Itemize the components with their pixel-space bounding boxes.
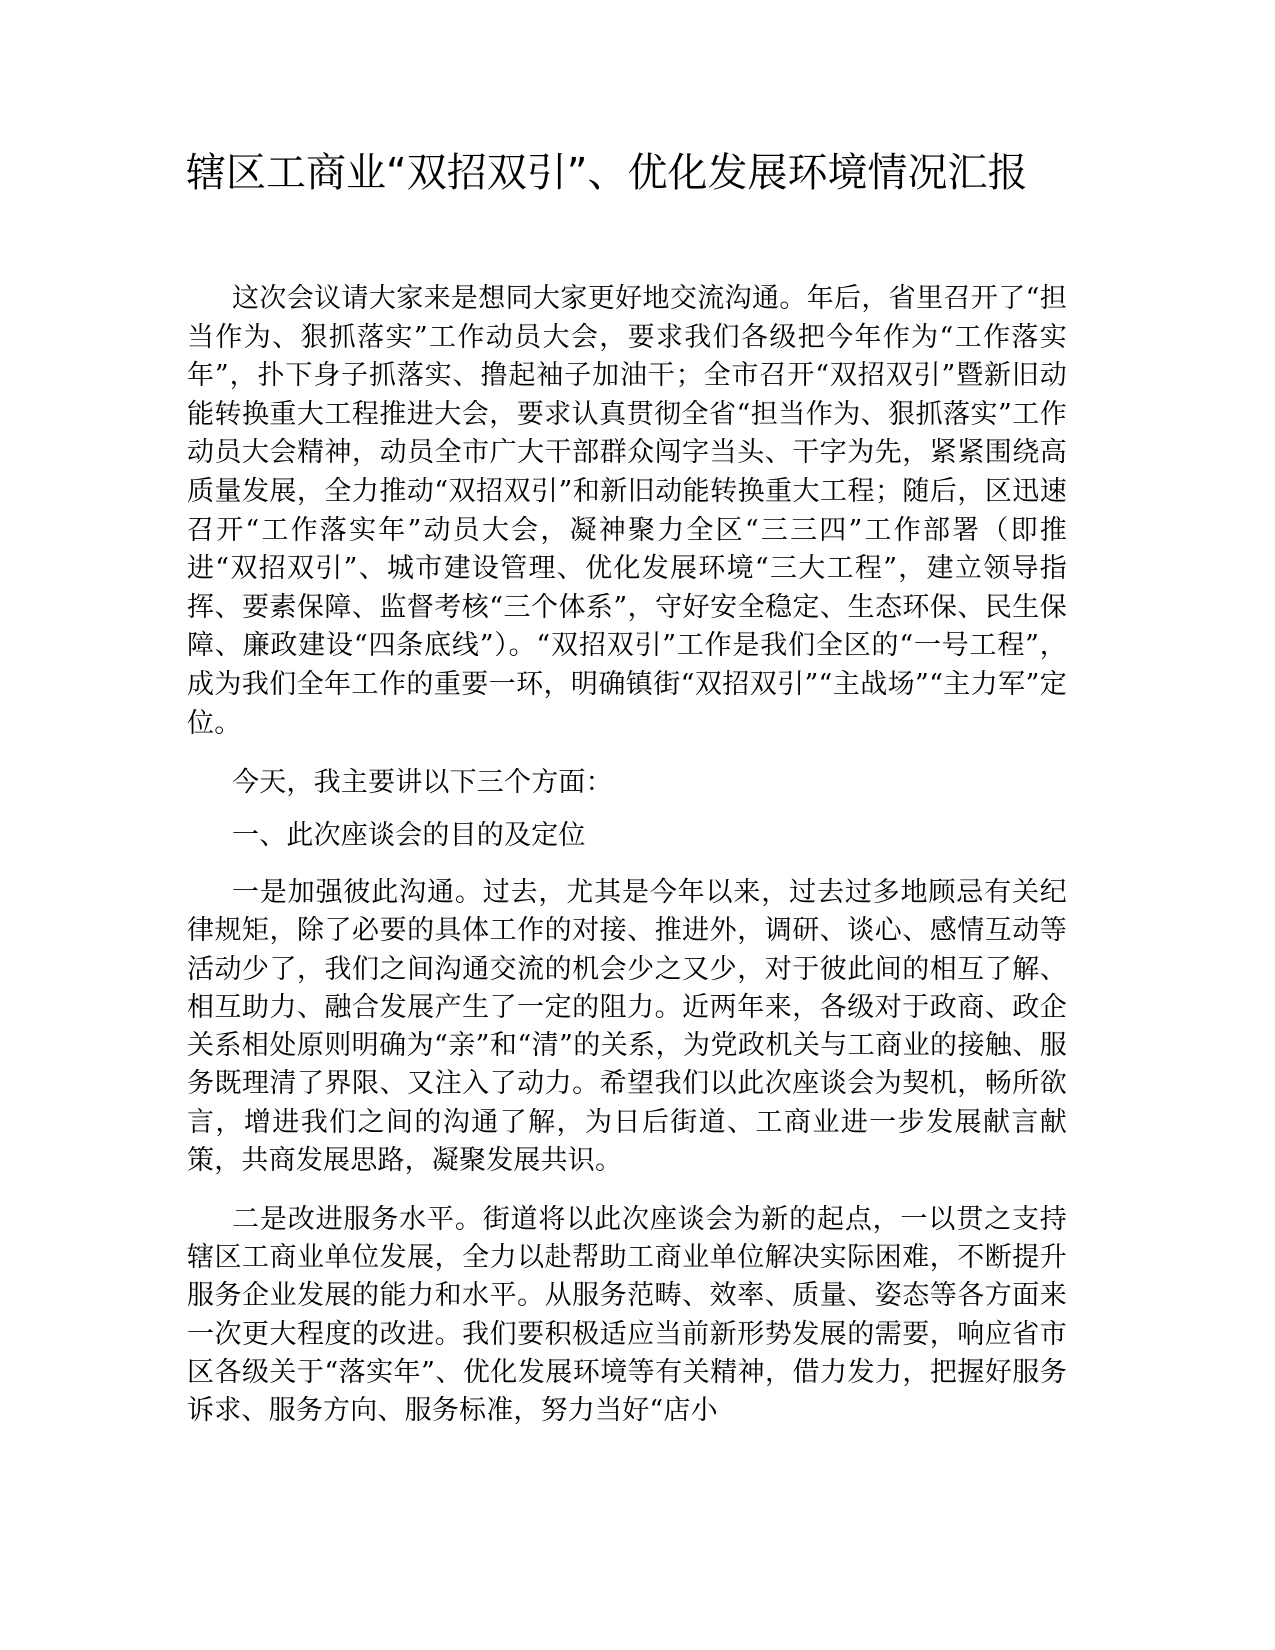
paragraph-intro: 这次会议请大家来是想同大家更好地交流沟通。年后，省里召开了“担当作为、狠抓落实”工作动员大会，要求我们各级把今年作为“工作落实年”，扑下身子抓落实、撸起袖子加油干；全市召开“双招双引”暨新旧动能转换重大工程推进大会，要求认真贯彻全省“担当作为、狠抓落实”工作动员大会精神，动员全市广大干部群众闯字当头、干字为先，紧紧围绕高质量发展，全力推动“双招双引”和新旧动能转换重大工程；随后，区迅速召开“工作落实年”动员大会，凝神聚力全区“三三四”工作部署（即推进“双招双引”、城市建设管理、优化发展环境“三大工程”，建立领导指挥、要素保障、监督考核“三个体系”，守好安全稳定、生态环保、民生保障、廉政建设“四条底线”）。“双招双引”工作是我们全区的“一号工程”，成为我们全年工作的重要一环，明确镇街“双招双引”“主战场”“主力军”定位。 <box>187 283 1067 739</box>
document-title: 辖区工商业“双招双引”、优化发展环境情况汇报 <box>186 150 1028 196</box>
paragraph-communication: 一是加强彼此沟通。过去，尤其是今年以来，过去过多地顾忌有关纪律规矩，除了必要的具体工作的对接、推进外，调研、谈心、感情互动等活动少了，我们之间沟通交流的机会少之又少，对于彼此间的相互了解、相互助力、融合发展产生了一定的阻力。近两年来，各级对于政商、政企关系相处原则明确为“亲”和“清”的关系，为党政机关与工商业的接触、服务既理清了界限、又注入了动力。希望我们以此次座谈会为契机，畅所欲言，增进我们之间的沟通了解，为日后街道、工商业进一步发展献言献策，共商发展思路，凝聚发展共识。 <box>187 877 1067 1177</box>
paragraph-service: 二是改进服务水平。街道将以此次座谈会为新的起点，一以贯之支持辖区工商业单位发展，全力以赴帮助工商业单位解决实际困难，不断提升服务企业发展的能力和水平。从服务范畴、效率、质量、姿态等各方面来一次更大程度的改进。我们要积极适应当前新形势发展的需要，响应省市区各级关于“落实年”、优化发展环境等有关精神，借力发力，把握好服务诉求、服务方向、服务标准，努力当好“店小 <box>187 1204 1067 1427</box>
section-heading-1: 一、此次座谈会的目的及定位 <box>232 820 586 851</box>
paragraph-outline: 今天，我主要讲以下三个方面： <box>232 767 613 798</box>
